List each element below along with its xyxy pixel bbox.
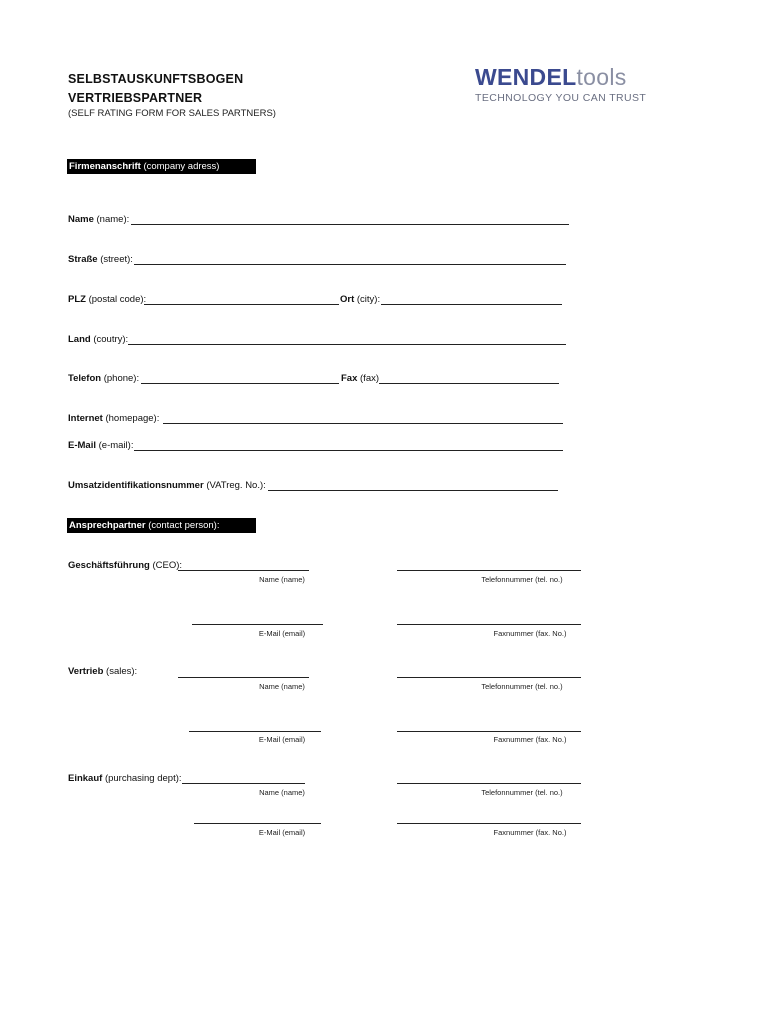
plz-label (68, 294, 146, 305)
ceo-phone-line[interactable] (397, 570, 581, 571)
sales-name-caption: Name (name) (259, 682, 305, 691)
street-label-de: Straße (68, 254, 98, 265)
city-input-line[interactable] (381, 304, 562, 305)
purchasing-phone-caption: Telefonnummer (tel. no.) (481, 788, 563, 797)
internet-label-de: Internet (68, 413, 103, 424)
contact-heading-de: Ansprechpartner (69, 520, 146, 531)
internet-label-en: (homepage): (105, 413, 160, 424)
purchasing-email-line[interactable] (194, 823, 321, 824)
company-heading-en: (company adress) (143, 161, 220, 172)
sales-fax-caption: Faxnummer (fax. No.) (493, 735, 567, 744)
logo-tagline: TECHNOLOGY YOU CAN TRUST (475, 92, 647, 104)
sales-phone-caption: Telefonnummer (tel. no.) (481, 682, 563, 691)
land-label-de: Land (68, 334, 91, 345)
email-label-en: (e-mail): (98, 440, 134, 451)
vat-label-en: (VATreg. No.): (206, 480, 266, 491)
sales-label (68, 666, 137, 677)
purchasing-fax-caption: Faxnummer (fax. No.) (493, 828, 567, 837)
city-label-en: (city): (356, 294, 381, 305)
city-label (340, 294, 380, 305)
phone-label-en: (phone): (103, 373, 140, 384)
street-label-en: (street): (100, 254, 133, 265)
ceo-name-caption: Name (name) (259, 575, 305, 584)
name-label-de: Name (68, 214, 94, 225)
phone-input-line[interactable] (141, 383, 339, 384)
email-input-line[interactable] (134, 450, 563, 451)
sales-email-caption: E-Mail (email) (258, 735, 306, 744)
purchasing-phone-line[interactable] (397, 783, 581, 784)
land-label (68, 334, 128, 345)
plz-label-en: (postal code): (88, 294, 147, 305)
street-label (68, 254, 133, 265)
logo-brand-bold: WENDEL (475, 64, 577, 90)
form-subtitle: (SELF RATING FORM FOR SALES PARTNERS) (68, 108, 276, 119)
logo-brand-light: tools (576, 64, 627, 90)
vat-input-line[interactable] (268, 490, 558, 491)
name-label-en: (name): (96, 214, 130, 225)
internet-input-line[interactable] (163, 423, 563, 424)
sales-phone-line[interactable] (397, 677, 581, 678)
phone-label (68, 373, 139, 384)
land-label-en: (coutry): (93, 334, 129, 345)
sales-name-line[interactable] (178, 677, 309, 678)
purchasing-label-de: Einkauf (68, 773, 103, 784)
ceo-phone-caption: Telefonnummer (tel. no.) (481, 575, 563, 584)
sales-label-en: (sales): (106, 666, 138, 677)
company-address-heading (67, 159, 256, 174)
sales-label-de: Vertrieb (68, 666, 104, 677)
purchasing-label-en: (purchasing dept): (104, 773, 182, 784)
ceo-name-line[interactable] (178, 570, 309, 571)
form-title-line1: SELBSTAUSKUNFTSBOGEN (68, 72, 244, 86)
company-logo (475, 64, 627, 91)
ceo-fax-line[interactable] (397, 624, 581, 625)
name-label (68, 214, 129, 225)
ceo-email-caption: E-Mail (email) (258, 629, 306, 638)
internet-label (68, 413, 159, 424)
ceo-email-line[interactable] (192, 624, 323, 625)
purchasing-name-line[interactable] (182, 783, 305, 784)
contact-person-heading (67, 518, 256, 533)
purchasing-email-caption: E-Mail (email) (258, 828, 306, 837)
sales-email-line[interactable] (189, 731, 321, 732)
plz-input-line[interactable] (144, 304, 339, 305)
street-input-line[interactable] (134, 264, 566, 265)
vat-label (68, 480, 266, 491)
ceo-label-de: Geschäftsführung (68, 560, 150, 571)
purchasing-fax-line[interactable] (397, 823, 581, 824)
ceo-fax-caption: Faxnummer (fax. No.) (493, 629, 567, 638)
land-input-line[interactable] (128, 344, 566, 345)
ceo-label-en: (CEO): (152, 560, 183, 571)
vat-label-de: Umsatzidentifikationsnummer (68, 480, 204, 491)
contact-heading-en: (contact person): (148, 520, 220, 531)
email-label (68, 440, 133, 451)
plz-label-de: PLZ (68, 294, 86, 305)
sales-fax-line[interactable] (397, 731, 581, 732)
ceo-label (68, 560, 182, 571)
fax-input-line[interactable] (379, 383, 559, 384)
fax-label (341, 373, 379, 384)
form-title-line2: VERTRIEBSPARTNER (68, 91, 203, 105)
company-heading-de: Firmenanschrift (69, 161, 141, 172)
name-input-line[interactable] (131, 224, 569, 225)
fax-label-de: Fax (341, 373, 358, 384)
fax-label-en: (fax) (360, 373, 380, 384)
phone-label-de: Telefon (68, 373, 102, 384)
purchasing-name-caption: Name (name) (259, 788, 305, 797)
city-label-de: Ort (340, 294, 355, 305)
purchasing-label (68, 773, 182, 784)
email-label-de: E-Mail (68, 440, 96, 451)
